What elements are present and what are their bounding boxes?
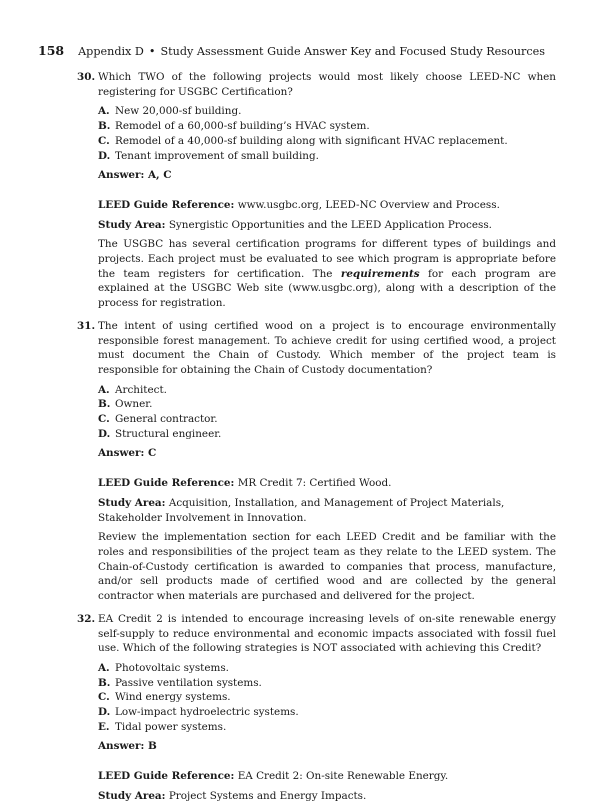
- emphasis: requirements: [340, 267, 420, 280]
- option: C. Wind energy systems.: [98, 691, 231, 704]
- option: B. Passive ventilation systems.: [98, 676, 262, 689]
- option: D. Tenant improvement of small building.: [98, 149, 319, 162]
- study-area: Study Area: Synergistic Opportunities and the LEED Application Process.: [98, 218, 492, 231]
- guide-reference: LEED Guide Reference: MR Credit 7: Certified Wood.: [98, 477, 392, 490]
- explanation: The USGBC has several certification programs for different types of buildings and projects. Each project must be evaluated to see which program is appropriate before the team registers for certification. The requirements for each program are explained at the USGBC Web site (www.usgbc.org), along with a description of the process for registration.: [98, 238, 556, 310]
- question-number: 30.: [77, 71, 96, 83]
- option: D. Structural engineer.: [98, 427, 222, 440]
- page-number: 158: [38, 43, 65, 58]
- question-32: [77, 612, 556, 656]
- option: D. Low-impact hydroelectric systems.: [98, 706, 299, 719]
- question-text: EA Credit 2 is intended to encourage increasing levels of on-site renewable energy self-supply to reduce environmental and economic impacts associated with fossil fuel use. Which of the following strategies is NOT associated with achieving this Credit?: [98, 612, 556, 655]
- question-text: The intent of using certified wood on a project is to encourage environmentally responsible forest management. To achieve credit for using certified wood, a project must document the Chain of Custody. Which member of the project team is responsible for obtaining the Chain of Custody documentation?: [98, 319, 556, 376]
- option-list: [98, 661, 556, 735]
- study-area: Study Area: Project Systems and Energy Impacts.: [98, 789, 367, 802]
- study-area: Study Area: Acquisition, Installation, and Management of Project Materials, Stakeholder Involvement in Innovation.: [98, 496, 505, 524]
- answer: Answer: B: [98, 740, 157, 753]
- running-header: [38, 44, 571, 59]
- guide-reference: LEED Guide Reference: www.usgbc.org, LEED-NC Overview and Process.: [98, 198, 500, 211]
- option: A. New 20,000-sf building.: [98, 105, 242, 118]
- option: C. General contractor.: [98, 413, 218, 426]
- answer-value: A, C: [147, 169, 172, 182]
- question-number: 31.: [77, 319, 96, 332]
- question-31: [77, 319, 556, 378]
- option: B. Owner.: [98, 398, 153, 411]
- option-list: [98, 104, 556, 163]
- option-list: [98, 383, 556, 442]
- header-title: Study Assessment Guide Answer Key and Focused Study Resources: [160, 45, 545, 58]
- explanation: Review the implementation section for each LEED Credit and be familiar with the roles and responsibilities of the project team as they relate to the LEED system. The Chain-of-Custody certification is awarded to companies that process, manufacture, and/or sell products made of certified wood and are collected by the general contractor when materials are purchased and delivered for the project.: [98, 531, 556, 603]
- answer: Answer: C: [98, 447, 157, 460]
- page-content: [77, 70, 556, 809]
- option: B. Remodel of a 60,000-sf building’s HVAC system.: [98, 120, 370, 133]
- answer-value: C: [147, 447, 157, 460]
- option: A. Architect.: [98, 383, 167, 396]
- question-item-32: [77, 612, 556, 804]
- answer-value: B: [147, 740, 157, 753]
- question-30: [77, 70, 556, 99]
- question-text: Which TWO of the following projects would most likely choose LEED-NC when registering for USGBC Certification?: [98, 71, 556, 98]
- guide-reference: LEED Guide Reference: EA Credit 2: On-site Renewable Energy.: [98, 770, 449, 783]
- option: A. Photovoltaic systems.: [98, 661, 229, 674]
- header-section: Appendix D: [78, 45, 144, 58]
- option: E. Tidal power systems.: [98, 720, 227, 733]
- question-item-31: [77, 319, 556, 604]
- question-item-30: [77, 70, 556, 311]
- option: C. Remodel of a 40,000-sf building along with significant HVAC replacement.: [98, 134, 508, 147]
- header-bullet: •: [148, 45, 156, 58]
- answer: Answer: A, C: [98, 169, 172, 182]
- question-number: 32.: [77, 612, 96, 625]
